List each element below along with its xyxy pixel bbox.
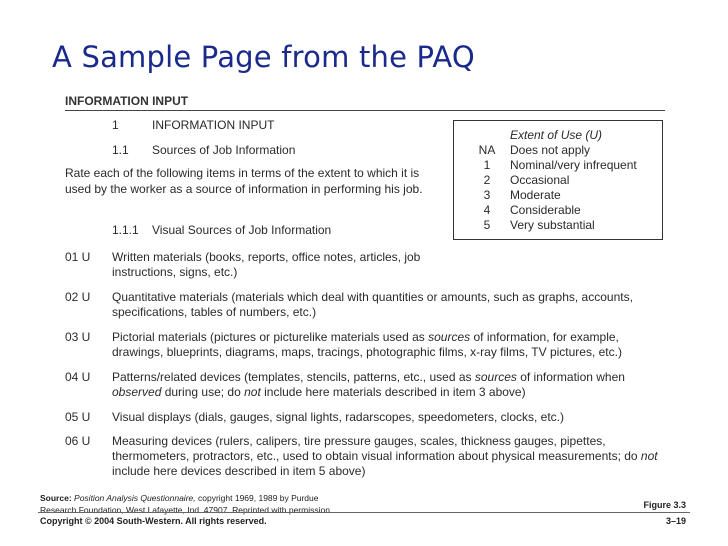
scale-label: Considerable xyxy=(510,203,581,217)
copyright-notice: Copyright © 2004 South-Western. All rights reserved. xyxy=(40,516,267,526)
level2-label: Sources of Job Information xyxy=(152,143,296,157)
source-footnote: Source: Position Analysis Questionnaire, copyright 1969, 1989 by Purdue Research Foundation, West Lafayette, Ind. 47907. Reprinted with permission. xyxy=(40,493,333,515)
scale-code: NA xyxy=(478,143,496,157)
scale-title: Extent of Use (U) xyxy=(510,128,603,142)
item-text: Measuring devices (rulers, calipers, tire pressure gauges, scales, thickness gauges, pipettes, thermometers, protractors, etc., used to obtain visual information about physical measurements; do not include here devices described in item 5 above) xyxy=(112,434,658,478)
scale-code: 1 xyxy=(483,158,491,172)
item-number: 02 U xyxy=(65,290,91,304)
item-text: Pictorial materials (pictures or picturelike materials used as sources of information, for example, drawings, blueprints, diagrams, maps, tracings, photographic films, x-ray films, TV pictures, etc.) xyxy=(112,330,622,359)
item-number: 06 U xyxy=(65,434,91,448)
item-text: Quantitative materials (materials which deal with quantities or amounts, such as graphs, accounts, specifications, tables of numbers, etc.) xyxy=(112,290,633,319)
item-text: Visual displays (dials, gauges, signal lights, radarscopes, speedometers, clocks, etc.) xyxy=(112,410,564,424)
item-number: 01 U xyxy=(65,250,91,264)
level2-number: 1.1 xyxy=(112,143,129,157)
item-text: Written materials (books, reports, office notes, articles, job instructions, signs, etc.) xyxy=(112,250,421,279)
footer-divider xyxy=(38,512,690,513)
figure-label: Figure 3.3 xyxy=(643,500,686,510)
scale-code: 2 xyxy=(483,173,491,187)
scale-label: Does not apply xyxy=(510,143,591,157)
item-number: 03 U xyxy=(65,330,91,344)
scale-label: Occasional xyxy=(510,173,570,187)
page-number: 3–19 xyxy=(665,516,686,526)
level3-number: 1.1.1 xyxy=(112,223,139,237)
item-text: Patterns/related devices (templates, stencils, patterns, etc., used as sources of information when observed during use; do not include here materials described in item 3 above) xyxy=(112,370,625,399)
scale-label: Moderate xyxy=(510,188,561,202)
scale-code: 4 xyxy=(483,203,491,217)
level3-label: Visual Sources of Job Information xyxy=(152,223,332,237)
level1-number: 1 xyxy=(112,118,119,132)
rate-instruction: Rate each of the following items in terms of the extent to which it is used by the worker as a source of information in performing his job. xyxy=(65,166,423,196)
section-divider xyxy=(65,110,665,111)
level1-label: INFORMATION INPUT xyxy=(152,118,275,132)
scale-label: Nominal/very infrequent xyxy=(510,158,637,172)
section-header: INFORMATION INPUT xyxy=(65,94,189,108)
item-number: 05 U xyxy=(65,410,91,424)
scale-label: Very substantial xyxy=(510,218,595,232)
scale-code: 5 xyxy=(483,218,491,232)
item-number: 04 U xyxy=(65,370,91,384)
slide-title: A Sample Page from the PAQ xyxy=(52,40,475,74)
scale-code: 3 xyxy=(483,188,491,202)
